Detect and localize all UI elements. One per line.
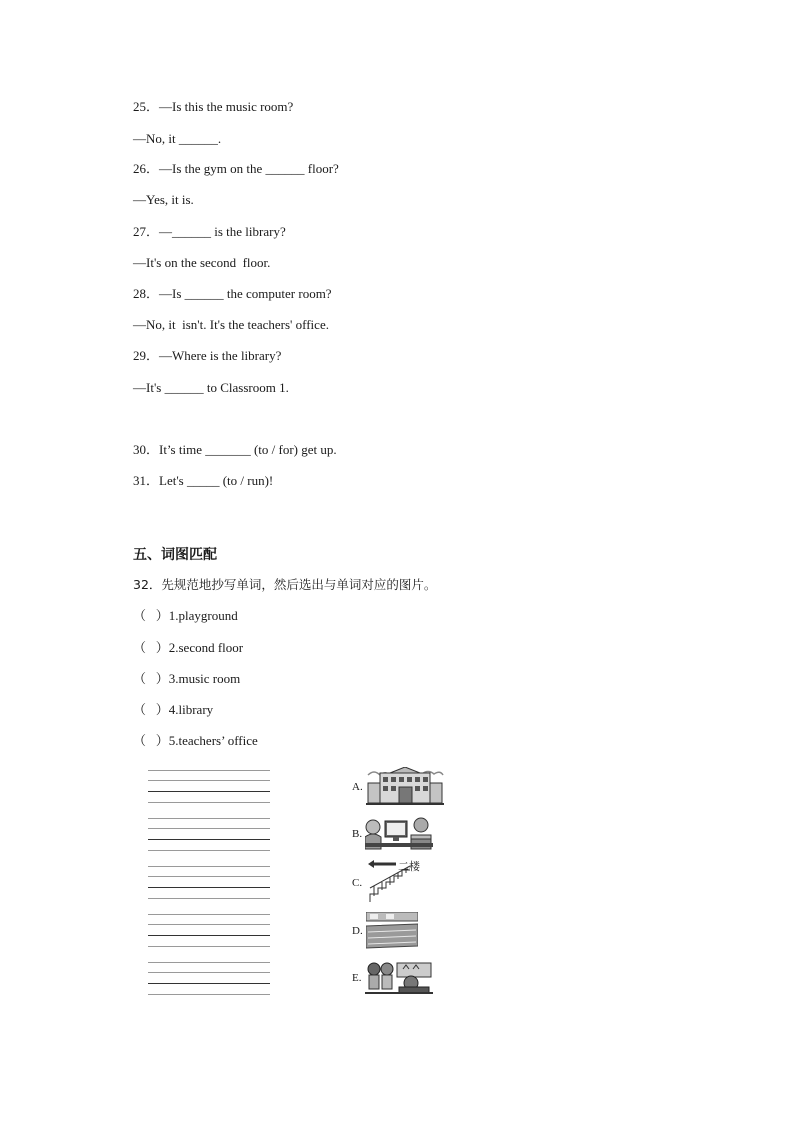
question-31: 31．Let's _____ (to / run)! [133,473,274,488]
option-d-label: D. [352,925,363,937]
match-item-1: （ ）1.playground [133,608,238,623]
answer-29: —It's ______ to Classroom 1. [133,380,289,395]
question-30: 30．It’s time _______ (to / for) get up. [133,442,337,457]
playground-image [366,912,418,950]
copy-lines-1[interactable] [148,770,270,804]
match-item-4: （ ）4.library [133,702,214,717]
answer-28: —No, it isn't. It's the teachers' office. [133,317,329,332]
option-a-label: A. [352,781,363,793]
copy-lines-5[interactable] [148,962,270,996]
music-room-image [365,959,433,997]
question-29: 29．—Where is the library? [133,348,282,363]
second-floor-stairs-image [366,858,430,906]
section-title: 五、词图匹配 [133,547,217,563]
answer-26: —Yes, it is. [133,192,194,207]
section-instruction: 32．先规范地抄写单词，然后选出与单词对应的图片。 [133,577,437,592]
match-item-3: （ ）3.music room [133,671,241,686]
stairs-caption: 二楼 [398,860,420,873]
copy-lines-3[interactable] [148,866,270,900]
question-25: 25．—Is this the music room? [133,99,294,114]
match-item-2: （ ）2.second floor [133,640,244,655]
library-building-image [366,767,444,807]
copy-lines-2[interactable] [148,818,270,852]
option-c-label: C. [352,877,363,889]
question-26: 26．—Is the gym on the ______ floor? [133,161,339,176]
option-b-label: B. [352,828,363,840]
answer-27: —It's on the second floor. [133,255,271,270]
answer-25: —No, it ______. [133,131,222,146]
question-27: 27．—______ is the library? [133,224,286,239]
match-item-5: （ ）5.teachers’ office [133,733,258,748]
option-e-label: E. [352,972,362,984]
question-28: 28．—Is ______ the computer room? [133,286,332,301]
copy-lines-4[interactable] [148,914,270,948]
office-computer-image [365,815,433,853]
